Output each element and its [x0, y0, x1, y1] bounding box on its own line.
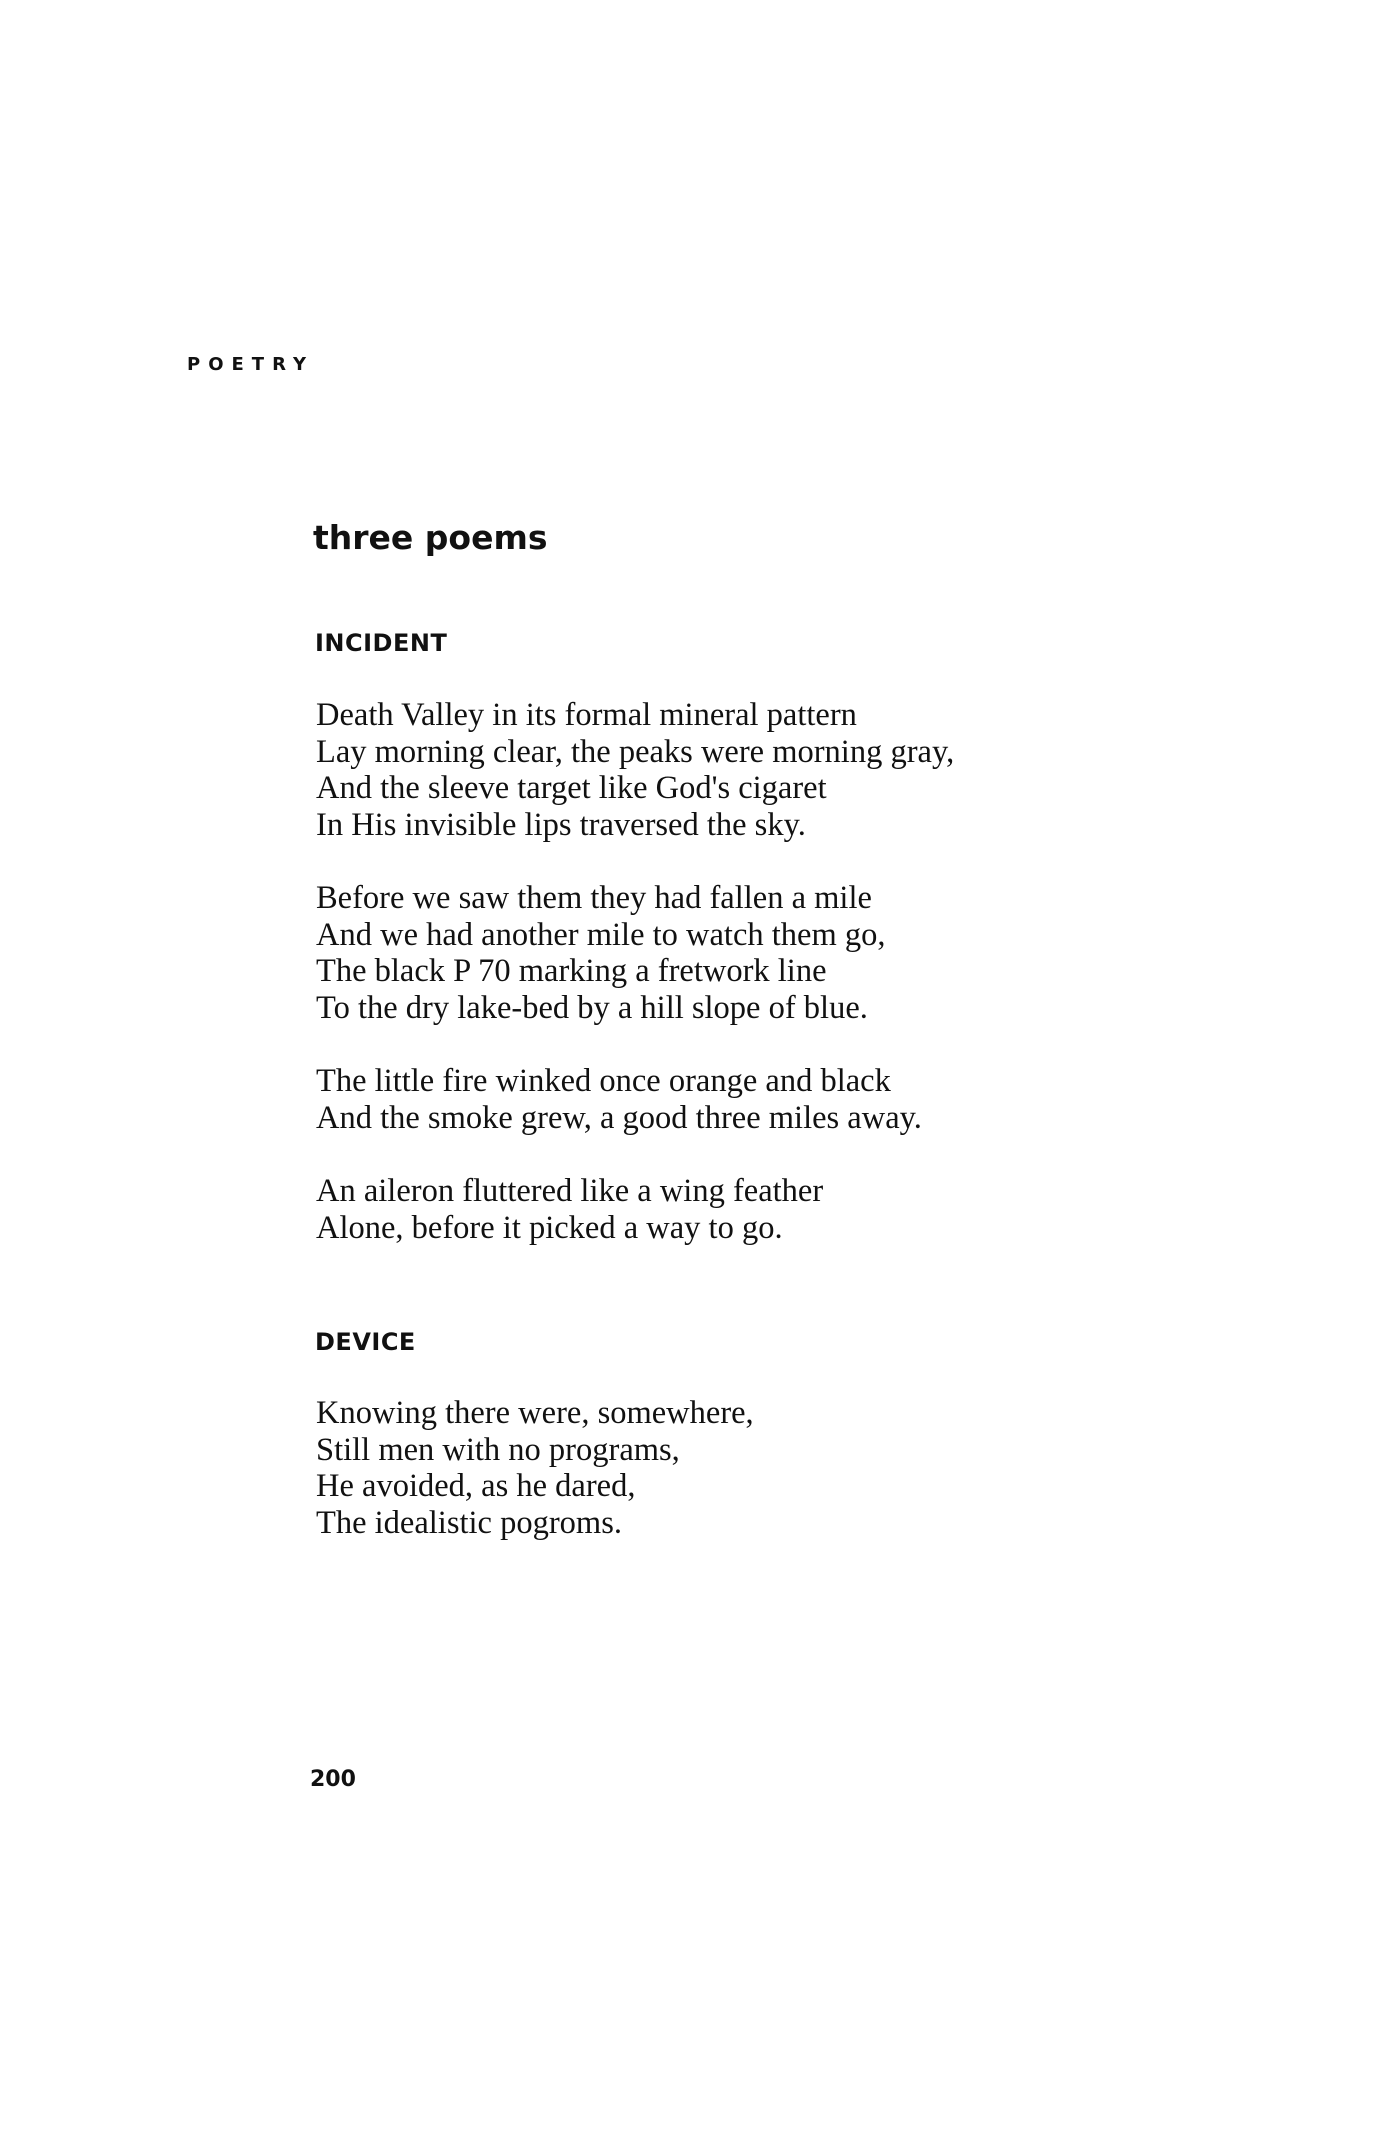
poem-line: Before we saw them they had fallen a mile — [316, 880, 872, 916]
poem-line: To the dry lake-bed by a hill slope of blue. — [316, 989, 868, 1026]
poem-line: The little fire winked once orange and black — [316, 1063, 891, 1099]
page-number: 200 — [310, 1767, 356, 1792]
poem-line: Lay morning clear, the peaks were morning gray, — [316, 733, 955, 770]
poem-line: Alone, before it picked a way to go. — [316, 1209, 783, 1246]
stanza — [316, 880, 886, 1026]
section-label: POETRY — [187, 354, 314, 375]
poem-line: In His invisible lips traversed the sky. — [316, 806, 806, 843]
poem-line: The black P 70 marking a fretwork line — [316, 953, 827, 989]
poem-line: And the smoke grew, a good three miles away. — [316, 1099, 922, 1136]
poem-heading-incident: INCIDENT — [315, 629, 448, 657]
poem-line: And we had another mile to watch them go, — [316, 916, 886, 953]
poem-line: He avoided, as he dared, — [316, 1468, 636, 1504]
stanza — [316, 1173, 823, 1246]
stanza — [316, 1395, 754, 1541]
poem-line: The idealistic pogroms. — [316, 1504, 622, 1541]
page-title: three poems — [313, 518, 548, 557]
poem-line: Death Valley in its formal mineral pattern — [316, 697, 857, 733]
stanza — [316, 697, 954, 843]
poem-line: An aileron fluttered like a wing feather — [316, 1173, 824, 1209]
poem-line: Knowing there were, somewhere, — [316, 1395, 754, 1431]
poem-line: Still men with no programs, — [316, 1431, 680, 1468]
stanza — [316, 1063, 922, 1136]
poem-line: And the sleeve target like God's cigaret — [316, 770, 827, 806]
poem-heading-device: DEVICE — [315, 1328, 416, 1356]
